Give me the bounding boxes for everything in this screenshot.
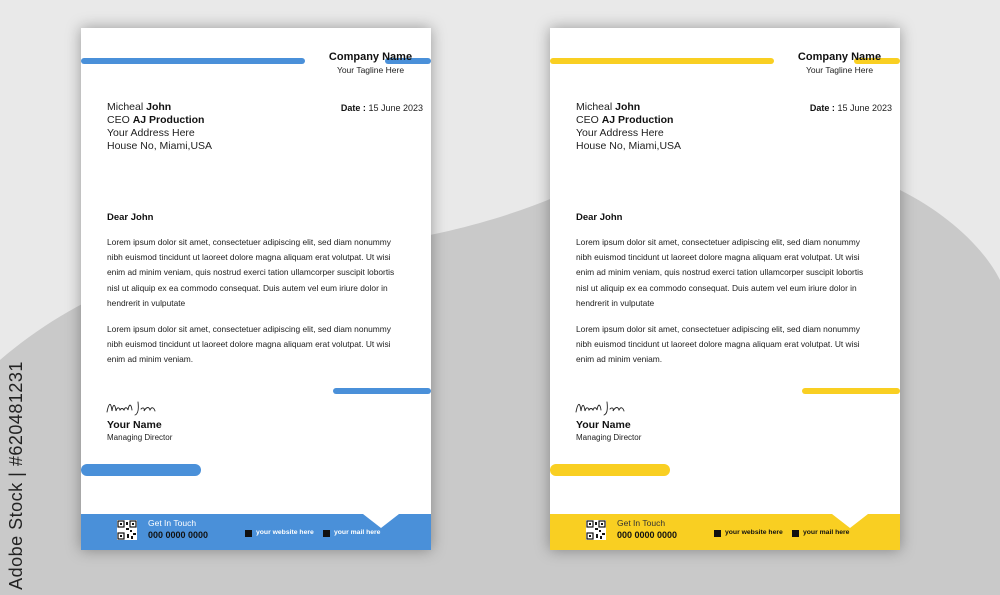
email-icon xyxy=(323,530,330,537)
footer-website: your website here xyxy=(725,529,783,536)
greeting: Dear John xyxy=(576,212,623,223)
sender-name: Micheal John xyxy=(576,101,641,113)
letterhead-yellow xyxy=(550,28,900,550)
sender-address-line2: House No, Miami,USA xyxy=(576,140,682,152)
signature-name: Your Name xyxy=(576,419,631,431)
website-icon xyxy=(245,530,252,537)
footer-phone: 000 0000 0000 xyxy=(148,530,209,540)
company-name: Company Name xyxy=(328,51,413,63)
signature-title: Managing Director xyxy=(107,433,173,442)
body-paragraph-1: Lorem ipsum dolor sit amet, consectetuer adipiscing elit, sed diam nonummy nibh euismod tincidunt ut laoreet dolore magna aliquam erat volutpat. Ut wisi enim ad minim veniam, quis nostrud exerci tation ullamcorper suscipit lobortis nisl ut aliquip ex ea commodo consequat. Duis autem vel eum iriure dolor in hendrerit in vulputate xyxy=(107,237,395,308)
email-icon xyxy=(792,530,799,537)
letter-date: Date : 15 June 2023 xyxy=(340,103,423,113)
header-bar-left xyxy=(550,58,774,64)
qr-code-icon xyxy=(586,520,606,540)
letterhead-blue xyxy=(81,28,431,550)
company-tagline: Your Tagline Here xyxy=(336,65,405,75)
signature-title: Managing Director xyxy=(576,433,642,442)
middle-accent-bar xyxy=(333,388,431,394)
body-paragraph-2: Lorem ipsum dolor sit amet, consectetuer adipiscing elit, sed diam nonummy nibh euismod tincidunt ut laoreet dolore magna aliquam erat volutpat. Ut wisi enim ad minim veniam. xyxy=(576,324,860,365)
letter-date: Date : 15 June 2023 xyxy=(809,103,892,113)
lower-accent-bar xyxy=(550,464,670,476)
sender-address-line2: House No, Miami,USA xyxy=(107,140,213,152)
website-icon xyxy=(714,530,721,537)
greeting: Dear John xyxy=(107,212,154,223)
stock-watermark xyxy=(2,360,30,590)
footer-email: your mail here xyxy=(803,529,850,536)
signature xyxy=(105,398,175,418)
body-paragraph-1: Lorem ipsum dolor sit amet, consectetuer adipiscing elit, sed diam nonummy nibh euismod tincidunt ut laoreet dolore magna aliquam erat volutpat. Ut wisi enim ad minim veniam, quis nostrud exerci tation ullamcorper suscipit lobortis nisl ut aliquip ex ea commodo consequat. Duis autem vel eum iriure dolor in hendrerit in vulputate xyxy=(576,237,864,308)
body-paragraph-2: Lorem ipsum dolor sit amet, consectetuer adipiscing elit, sed diam nonummy nibh euismod tincidunt ut laoreet dolore magna aliquam erat volutpat. Ut wisi enim ad minim veniam. xyxy=(107,324,391,365)
signature xyxy=(574,398,644,418)
sender-block xyxy=(576,101,681,153)
sender-block xyxy=(107,101,212,153)
header-bar-left xyxy=(81,58,305,64)
company-name: Company Name xyxy=(797,51,882,63)
footer-website: your website here xyxy=(256,529,314,536)
stock-watermark-text: Adobe Stock | #620481231 xyxy=(5,360,26,590)
company-tagline: Your Tagline Here xyxy=(805,65,874,75)
signature-name: Your Name xyxy=(107,419,162,431)
sender-name: Micheal John xyxy=(107,101,172,113)
middle-accent-bar xyxy=(802,388,900,394)
lower-accent-bar xyxy=(81,464,201,476)
footer-phone: 000 0000 0000 xyxy=(617,530,678,540)
sender-address-line1: Your Address Here xyxy=(576,127,664,139)
sender-position: CEO AJ Production xyxy=(576,114,674,126)
sender-address-line1: Your Address Here xyxy=(107,127,195,139)
footer-email: your mail here xyxy=(334,529,381,536)
sender-position: CEO AJ Production xyxy=(107,114,205,126)
get-in-touch-label: Get In Touch xyxy=(148,518,197,528)
get-in-touch-label: Get In Touch xyxy=(617,518,666,528)
qr-code-icon xyxy=(117,520,137,540)
